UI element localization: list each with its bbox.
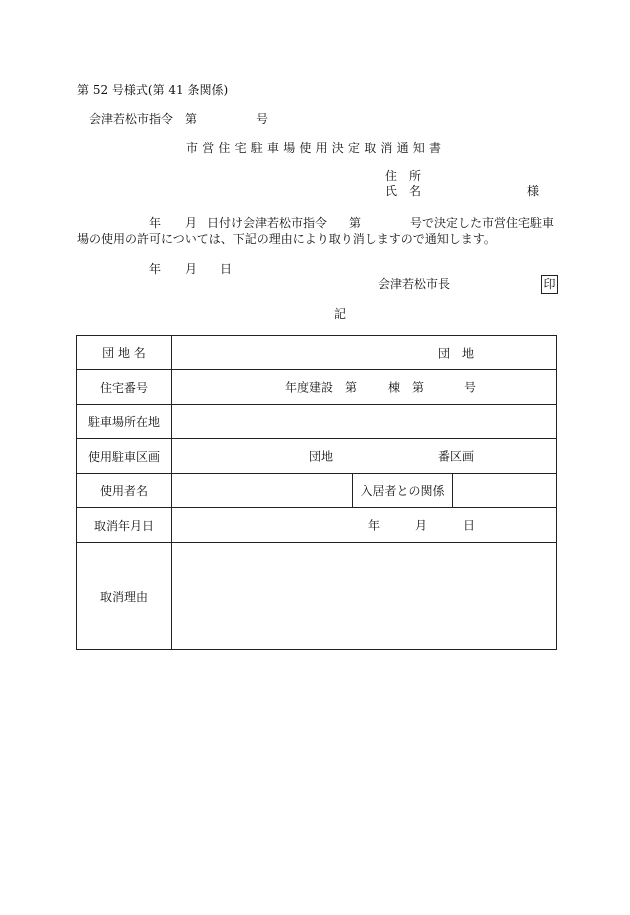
reason-field[interactable]: [172, 543, 557, 650]
parking-lot-danchi: 団地: [309, 449, 334, 464]
danchi-suffix: 団 地: [438, 346, 475, 360]
cancel-date-label: 取消年月日: [77, 508, 172, 543]
parking-lot-label: 使用駐車区画: [77, 439, 172, 474]
form-number: 第 52 号様式(第 41 条関係): [77, 83, 229, 97]
row-cancel-date: [77, 508, 557, 543]
issuer-title: 会津若松市長: [378, 277, 451, 291]
date-month: 月: [185, 262, 198, 276]
house-number-field[interactable]: [172, 370, 557, 405]
body-month: 月: [185, 216, 198, 230]
house-gou: 号: [464, 380, 477, 395]
seal-box: 印: [541, 275, 558, 294]
house-nendo: 年度建設 第: [285, 380, 358, 395]
ki-heading: 記: [334, 307, 347, 321]
row-user: [77, 474, 557, 508]
cancellation-details-table: [76, 335, 557, 650]
honorific: 様: [527, 184, 540, 198]
relation-field[interactable]: [453, 474, 557, 508]
date-day: 日: [220, 262, 233, 276]
house-tou: 棟 第: [388, 380, 425, 395]
body-line2: 場の使用の許可については、下記の理由により取り消しますので通知します。: [77, 232, 496, 246]
row-reason: [77, 543, 557, 650]
user-name-label: 使用者名: [77, 474, 172, 508]
body-line1-b: 第: [349, 216, 362, 230]
order-suffix: 号: [256, 112, 269, 126]
body-year: 年: [149, 216, 162, 230]
house-number-label: 住宅番号: [77, 370, 172, 405]
relation-label: 入居者との関係: [353, 474, 453, 508]
cancel-day: 日: [463, 518, 476, 533]
cancel-month: 月: [415, 518, 428, 533]
parking-location-label: 駐車場所在地: [77, 405, 172, 439]
cancel-date-field[interactable]: [172, 508, 557, 543]
danchi-name-label: 団 地 名: [77, 336, 172, 370]
parking-lot-field[interactable]: [172, 439, 557, 474]
user-name-field[interactable]: [172, 474, 353, 508]
row-danchi-name: [77, 336, 557, 370]
row-parking-location: [77, 405, 557, 439]
address-label: 住 所: [385, 169, 422, 183]
danchi-name-field[interactable]: [172, 336, 557, 370]
parking-lot-kukaku: 番区画: [438, 449, 475, 464]
row-house-number: [77, 370, 557, 405]
reason-label: 取消理由: [77, 543, 172, 650]
date-year: 年: [149, 262, 162, 276]
row-parking-lot: [77, 439, 557, 474]
cancel-year: 年: [368, 518, 381, 533]
order-prefix: 会津若松市指令 第: [89, 112, 198, 126]
body-line1-a: 日付け会津若松市指令: [207, 216, 328, 230]
body-line1-c: 号で決定した市営住宅駐車: [410, 216, 555, 230]
name-label: 氏 名: [385, 184, 422, 198]
parking-location-field[interactable]: [172, 405, 557, 439]
document-title: 市営住宅駐車場使用決定取消通知書: [186, 141, 446, 155]
